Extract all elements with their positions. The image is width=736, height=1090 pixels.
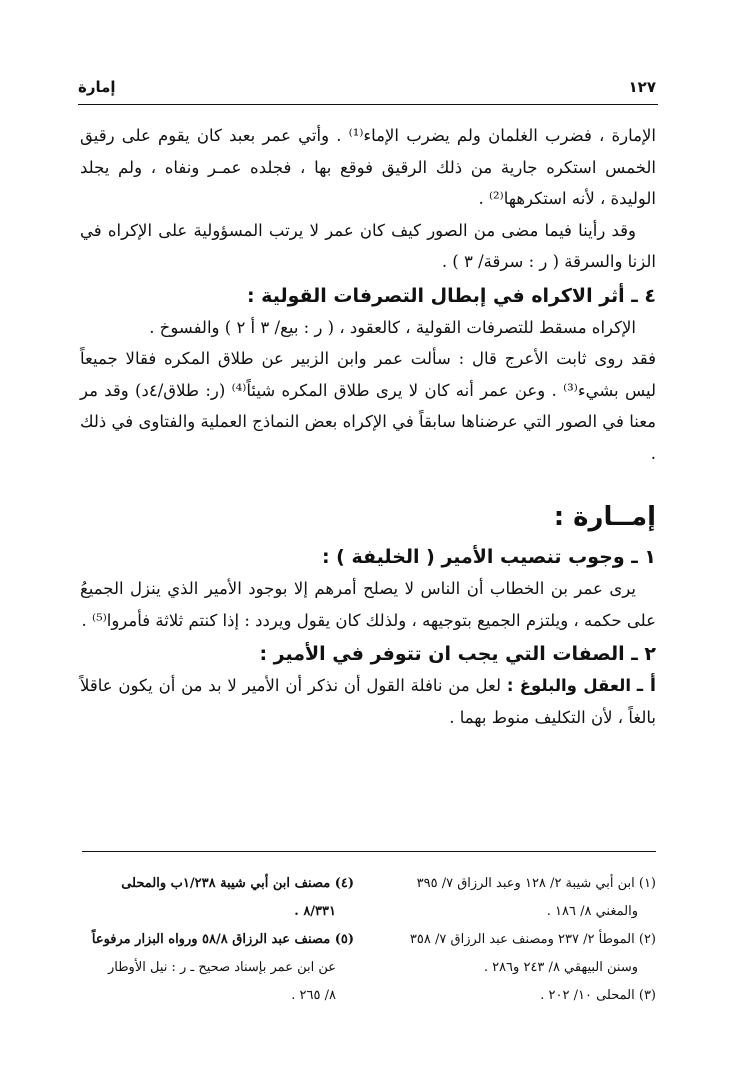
footnote-line: ٨/ ٢٦٥ .	[291, 988, 336, 1003]
footnote-line: ٨/٣٣١ .	[294, 904, 336, 919]
paragraph: وقد رأينا فيما مضى من الصور كيف كان عمر لا يرتب المسؤولية على الإكراه في الزنا والسرقة ( ر : سرقة/ ٣ ) .	[80, 220, 656, 271]
body-text	[80, 120, 656, 733]
footnote-line: (١) ابن أبي شيبة ٢/ ١٢٨ وعبد الرزاق ٧/ ٣٩٥	[416, 876, 656, 891]
list-item-text: لعل من نافلة القول أن نذكر أن الأمير لا بد من أن يكون عاقلاً بالغاً ، لأن التكليف منوط بهما .	[80, 676, 656, 727]
paragraph: فقد روى ثابت الأعرج قال : سألت عمر وابن الزبير عن طلاق المكره فقالا جميعاً ليس بشيء⁽³⁾ . وعن عمر أنه كان لا يرى طلاق المكره شيئاً⁽⁴⁾ (ر: طلاق/٤د) وقد مر معنا في الصور التي عرضناها سابقاً في الإكراه بعض النماذج العملية والفتاوى في ذلك .	[80, 349, 656, 463]
running-title: إمارة	[78, 78, 116, 96]
page-number: ١٢٧	[628, 78, 656, 96]
section-heading: ٤ ـ أثر الاكراه في إبطال التصرفات القولية :	[246, 284, 656, 307]
footnote-rule	[82, 851, 656, 852]
footnote-4	[82, 870, 354, 926]
footnote-3: (٣) المحلى ١٠/ ٢٠٢ .	[540, 988, 656, 1003]
footnotes-right-column	[366, 870, 656, 1010]
main-heading: إمــارة :	[553, 502, 656, 532]
footnote-2	[366, 926, 656, 982]
paragraph: الإكراه مسقط للتصرفات القولية ، كالعقود ، ( ر : بيع/ ٣ أ ٢ ) والفسوخ .	[149, 317, 636, 337]
footnote-5	[82, 926, 354, 1010]
header-rule	[78, 104, 658, 105]
list-item-title: العقل والبلوغ :	[506, 676, 632, 695]
footnote-line: (٥) مصنف عبد الرزاق ٥٨/٨ ورواه البزار مرفوعاً	[91, 932, 354, 947]
running-header	[78, 76, 656, 98]
section-heading: ١ ـ وجوب تنصيب الأمير ( الخليفة ) :	[321, 546, 656, 568]
footnote-line: عن ابن عمر بإسناد صحيح ـ ر : نيل الأوطار	[107, 960, 336, 975]
footnote-line: والمغني ٨/ ١٨٦ .	[546, 904, 638, 919]
footnote-line: وسنن البيهقي ٨/ ٢٤٣ و٢٨٦ .	[483, 960, 638, 975]
footnote-line: (٢) الموطأ ٢/ ٢٣٧ ومصنف عبد الرزاق ٧/ ٣٥٨	[409, 932, 656, 947]
section-heading: ٢ ـ الصفات التي يجب ان تتوفر في الأمير :	[259, 643, 656, 665]
paragraph: الإمارة ، فضرب الغلمان ولم يضرب الإماء⁽¹⁾ . وأتي عمر بعبد كان يقوم على رقيق الخمس استكره جارية من ذلك الرقيق فوقع بها ، فجلده عمـر ونفاه ، ولم يجلد الوليدة ، لأنه استكرهها⁽²⁾ .	[80, 126, 656, 208]
paragraph: يرى عمر بن الخطاب أن الناس لا يصلح أمرهم إلا بوجود الأمير الذي ينزل الجميعُ على حكمه ، ويلتزم الجميع بتوجيهه ، ولذلك كان يقول ويردد : إذا كنتم ثلاثة فأمروا⁽⁵⁾ .	[80, 579, 656, 630]
footnote-1	[366, 870, 656, 926]
footnotes	[82, 870, 656, 1010]
list-marker: أ ـ	[636, 675, 657, 696]
footnote-line: (٤) مصنف ابن أبي شيبة ١/٢٣٨ب والمحلى	[121, 876, 354, 891]
footnotes-left-column	[82, 870, 354, 1010]
list-item	[80, 670, 656, 733]
